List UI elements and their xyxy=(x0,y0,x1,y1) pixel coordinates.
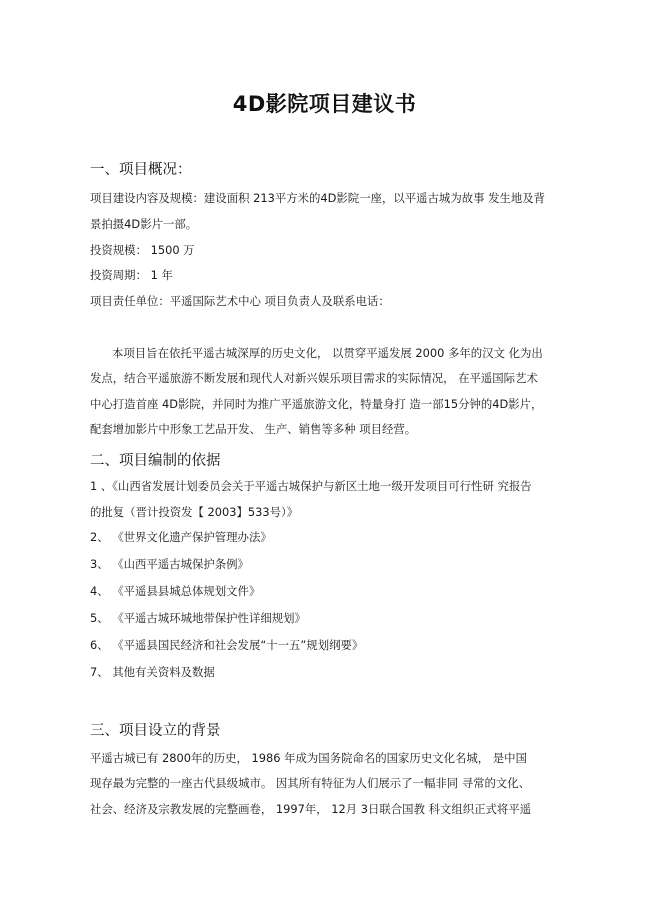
background-line: 平遥古城已有 2800年的历史， 1986 年成为国务院命名的国家历史文化名城， 是中国 xyxy=(90,751,527,765)
basis-item: 7、 其他有关资料及数据 xyxy=(90,665,215,679)
document-title: 4D影院项目建议书 xyxy=(232,92,417,116)
investment-period: 投资周期： 1 年 xyxy=(90,268,173,282)
paragraph-line: 本项目旨在依托平遥古城深厚的历史文化， 以贯穿平遥发展 2000 多年的汉文 化为出 xyxy=(112,346,543,360)
basis-item: 6、 《平遥县国民经济和社会发展“十一五”规划纲要》 xyxy=(90,638,364,652)
section-heading-background: 三、项目设立的背景 xyxy=(90,723,221,739)
basis-item: 5、 《平遥古城环城地带保护性详细规划》 xyxy=(90,611,306,625)
background-line: 社会、经济及宗教发展的完整画卷， 1997年， 12月 3日联合国教 科文组织正式将平遥 xyxy=(90,802,532,816)
basis-item: 4、 《平遥县县城总体规划文件》 xyxy=(90,584,261,598)
basis-item: 2、 《世界文化遗产保护管理办法》 xyxy=(90,530,272,544)
overview-line: 景拍摄4D影片一部。 xyxy=(90,217,198,231)
paragraph-line: 配套增加影片中形象工艺品开发、 生产、销售等多种 项目经营。 xyxy=(90,422,417,436)
responsible-unit: 项目责任单位：平遥国际艺术中心 项目负责人及联系电话： xyxy=(90,294,390,308)
paragraph-line: 发点，结合平遥旅游不断发展和现代人对新兴娱乐项目需求的实际情况， 在平遥国际艺术 xyxy=(90,371,538,385)
section-heading-basis: 二、项目编制的依据 xyxy=(90,453,221,469)
background-line: 现存最为完整的一座古代县级城市。 因其所有特征为人们展示了一幅非同 寻常的文化、 xyxy=(90,776,531,790)
paragraph-line: 中心打造首座 4D影院，并同时为推广平遥旅游文化，特量身打 造一部15分钟的4D影片， xyxy=(90,397,543,411)
overview-line: 项目建设内容及规模：建设面积 213平方米的4D影院一座，以平遥古城为故事 发生地及背 xyxy=(90,191,546,205)
basis-item: 1 、《山西省发展计划委员会关于平遥古城保护与新区土地一级开发项目可行性研 究报告 xyxy=(90,479,532,493)
section-heading-overview: 一、项目概况： xyxy=(90,162,192,178)
basis-item: 的批复（晋计投资发【 2003】533号）》 xyxy=(90,505,299,519)
basis-item: 3、 《山西平遥古城保护条例》 xyxy=(90,557,249,571)
investment-scale: 投资规模： 1500 万 xyxy=(90,243,195,257)
